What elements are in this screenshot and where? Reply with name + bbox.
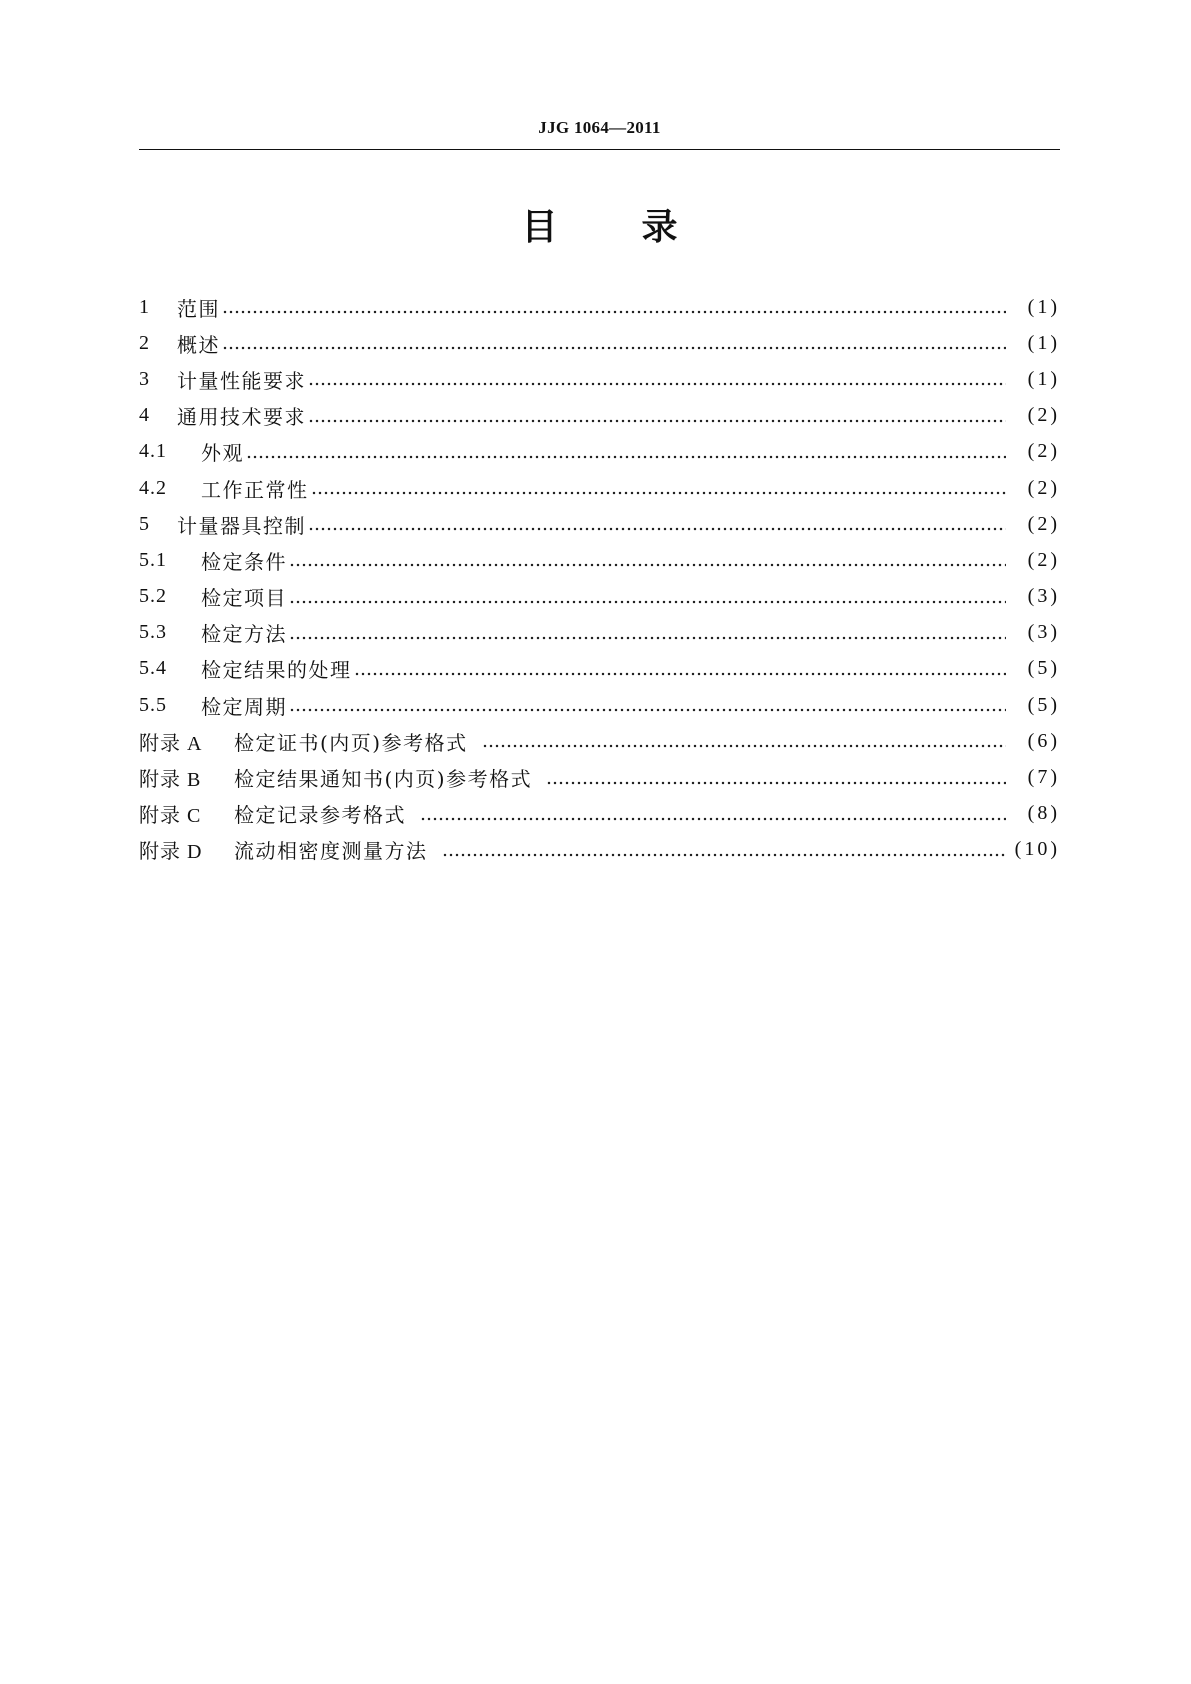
toc-entry-title: 流动相密度测量方法 [234,839,428,864]
toc-entry-title: 检定记录参考格式 [234,803,406,828]
toc-entry-number: 4 [139,404,150,427]
toc-entry-5-4[interactable] [139,651,1060,687]
toc-entry-5-5[interactable] [139,687,1060,723]
toc-dot-leader [289,623,1006,643]
toc-entry-4-1[interactable] [139,434,1060,470]
toc-entry-number: 附录 B [139,769,202,792]
toc-entry-number: 5.4 [139,657,167,680]
toc-entry-1[interactable] [139,289,1060,325]
toc-entry-title: 外观 [201,441,244,466]
toc-dot-leader [222,333,1006,353]
toc-entry-number: 附录 C [139,805,202,828]
toc-entry-appendix-a[interactable] [139,723,1060,759]
toc-dot-leader [311,478,1007,498]
toc-entry-appendix-c[interactable] [139,796,1060,832]
toc-entry-3[interactable] [139,361,1060,397]
toc-entry-5-3[interactable] [139,615,1060,651]
toc-entry-page: (6) [1027,729,1060,752]
toc-entry-title: 范围 [177,296,220,321]
toc-dot-leader [308,514,1006,534]
toc-entry-page: (1) [1027,331,1060,354]
toc-entry-number: 1 [139,295,150,318]
toc-entry-title: 概述 [177,332,220,357]
toc-entry-number: 4.2 [139,476,167,499]
toc-entry-title: 检定证书(内页)参考格式 [234,730,468,755]
toc-dot-leader [482,731,1006,751]
toc-entry-title: 检定结果的处理 [201,658,352,683]
toc-entry-page: (7) [1027,766,1060,789]
toc-entry-page: (1) [1027,367,1060,390]
toc-dot-leader [289,550,1006,570]
toc-entry-page: (5) [1027,657,1060,680]
table-of-contents [139,289,1060,868]
toc-entry-page: (10) [1014,838,1060,861]
toc-entry-number: 5.3 [139,621,167,644]
toc-entry-page: (5) [1027,693,1060,716]
toc-entry-number: 5.2 [139,585,167,608]
toc-entry-page: (3) [1027,621,1060,644]
toc-dot-leader [442,840,1007,860]
toc-entry-page: (2) [1027,476,1060,499]
toc-entry-title: 检定周期 [201,694,287,719]
toc-entry-number: 4.1 [139,440,167,463]
toc-entry-number: 附录 D [139,841,203,864]
toc-entry-appendix-d[interactable] [139,832,1060,868]
toc-entry-number: 5 [139,512,150,535]
toc-entry-page: (2) [1027,404,1060,427]
toc-entry-page: (2) [1027,512,1060,535]
toc-entry-4-2[interactable] [139,470,1060,506]
toc-entry-5-2[interactable] [139,579,1060,615]
toc-entry-page: (3) [1027,585,1060,608]
toc-entry-number: 5.5 [139,693,167,716]
title-char-2: 录 [641,207,678,248]
toc-entry-number: 2 [139,331,150,354]
page-title [139,204,1060,252]
toc-entry-page: (8) [1027,802,1060,825]
toc-entry-5-1[interactable] [139,542,1060,578]
toc-entry-title: 计量性能要求 [177,368,306,393]
toc-entry-title: 检定条件 [201,549,287,574]
toc-entry-number: 5.1 [139,548,167,571]
title-char-1: 目 [521,207,558,248]
toc-dot-leader [308,369,1006,389]
toc-entry-title: 检定项目 [201,586,287,611]
toc-entry-page: (2) [1027,440,1060,463]
toc-dot-leader [546,768,1006,788]
document-code-header: JJG 1064—2011 [538,118,661,137]
toc-entry-2[interactable] [139,325,1060,361]
toc-dot-leader [289,587,1006,607]
header-rule [139,149,1060,150]
toc-entry-number: 附录 A [139,732,203,755]
toc-entry-appendix-b[interactable] [139,759,1060,795]
toc-dot-leader [308,406,1006,426]
toc-entry-title: 通用技术要求 [177,405,306,430]
toc-dot-leader [420,804,1006,824]
toc-dot-leader [246,442,1006,462]
toc-entry-4[interactable] [139,398,1060,434]
toc-entry-page: (2) [1027,548,1060,571]
toc-dot-leader [222,297,1006,317]
toc-entry-page: (1) [1027,295,1060,318]
toc-entry-title: 工作正常性 [201,477,309,502]
toc-entry-title: 检定方法 [201,622,287,647]
toc-entry-number: 3 [139,367,150,390]
toc-dot-leader [354,659,1007,679]
toc-entry-title: 计量器具控制 [177,513,306,538]
toc-entry-title: 检定结果通知书(内页)参考格式 [234,767,533,792]
toc-entry-5[interactable] [139,506,1060,542]
toc-dot-leader [289,695,1006,715]
